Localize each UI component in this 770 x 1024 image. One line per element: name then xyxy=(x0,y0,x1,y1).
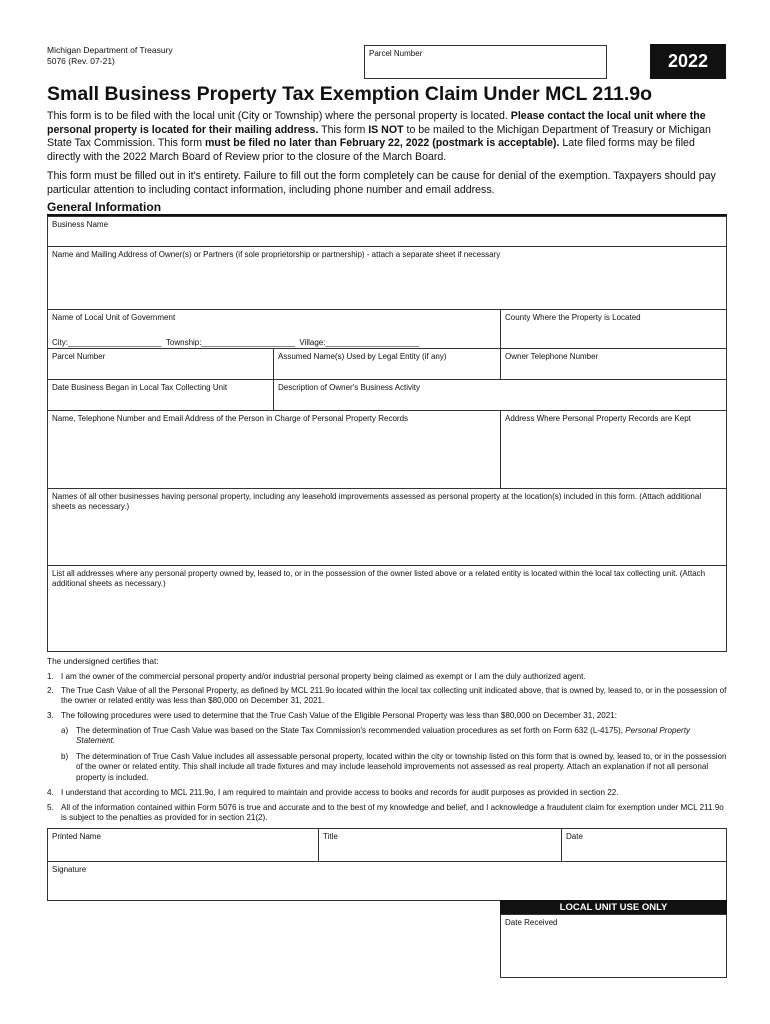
printed-name-label: Printed Name xyxy=(52,832,101,841)
city-label: City:_____________________ xyxy=(52,338,162,347)
form-title: Small Business Property Tax Exemption Claim Under MCL 211.9o xyxy=(47,83,653,105)
parcel-number-label: Parcel Number xyxy=(369,49,423,58)
printed-name-field[interactable] xyxy=(47,828,319,862)
item-number: 2. xyxy=(47,686,54,695)
county-field[interactable] xyxy=(500,309,727,349)
parcel-number-field-top[interactable] xyxy=(364,45,607,79)
certification-item: The following procedures were used to determine that the True Cash Value of the Eligible Personal Property was less than $80,000 on December 31, 2021: xyxy=(61,711,617,720)
sub-item-label: a) xyxy=(61,726,69,735)
business-name-field[interactable] xyxy=(47,216,727,247)
owner-address-field[interactable] xyxy=(47,246,727,310)
date-field[interactable] xyxy=(561,828,727,862)
records-person-label: Name, Telephone Number and Email Address of the Person in Charge of Personal Property Records xyxy=(52,414,409,423)
form-revision: 5076 (Rev. 07-21) xyxy=(47,56,115,66)
certification-item: The True Cash Value of all the Personal Property, as defined by MCL 211.9o located within the local tax collecting unit indicated above, that is owned by, leased to, or in the possession of the owner or related entity was less than $80,000 on December 31, 2021. xyxy=(61,686,727,706)
title-field[interactable] xyxy=(318,828,562,862)
local-unit-field[interactable] xyxy=(47,309,501,349)
village-label: Village:_____________________ xyxy=(299,338,419,347)
item-number: 3. xyxy=(47,711,54,720)
item-number: 4. xyxy=(47,788,54,797)
local-unit-heading: LOCAL UNIT USE ONLY xyxy=(500,900,727,915)
date-received-field[interactable] xyxy=(500,914,727,978)
title-label: Title xyxy=(323,832,338,841)
certification-sub-item-b: The determination of True Cash Value includes all assessable personal property, located within the city or township listed on this form that is owned by, leased to, or in the possession of the owner or related entity. This shall include all trade fixtures and may include leasehold improvements not assessed as real property. Attach an explanation if not all personal property is included. xyxy=(76,752,727,782)
signature-label: Signature xyxy=(52,865,87,874)
all-addresses-field[interactable] xyxy=(47,565,727,652)
date-began-field[interactable] xyxy=(47,379,274,411)
department-info xyxy=(47,45,173,67)
records-person-field[interactable] xyxy=(47,410,501,489)
date-began-label: Date Business Began in Local Tax Collecting Unit xyxy=(52,383,228,392)
certification-sub-item-a: The determination of True Cash Value was based on the State Tax Commission's recommended valuation procedures as set forth on Form 632 (L-4175), Personal Property Statement. xyxy=(76,726,691,746)
business-activity-label: Description of Owner's Business Activity xyxy=(278,383,421,392)
other-businesses-field[interactable] xyxy=(47,488,727,566)
certification-intro: The undersigned certifies that: xyxy=(47,656,159,666)
owner-phone-label: Owner Telephone Number xyxy=(505,352,599,361)
county-label: County Where the Property is Located xyxy=(505,313,641,322)
business-activity-field[interactable] xyxy=(273,379,727,411)
parcel-number-label: Parcel Number xyxy=(52,352,106,361)
certification-item: I am the owner of the commercial personal property and/or industrial personal property being claimed as exempt or I am the duly authorized agent. xyxy=(61,672,586,681)
intro-paragraph-1: This form is to be filed with the local unit (City or Township) where the personal property is located. Please contact the local unit where the personal property is located for their mailing address. This form IS NOT to be mailed to the Michigan Department of Treasury or Michigan State Tax Commission. This form must be filed no later than February 22, 2022 (postmark is acceptable). Late filed forms may be filed directly with the 2022 March Board of Review prior to the closure of the March Board. xyxy=(47,110,711,163)
assumed-names-label: Assumed Name(s) Used by Legal Entity (if any) xyxy=(278,352,447,361)
certification-item: I understand that according to MCL 211.9o, I am required to maintain and provide access to books and records for audit purposes as provided in section 22. xyxy=(61,788,619,797)
item-number: 5. xyxy=(47,803,54,812)
certification-item: All of the information contained within Form 5076 is true and accurate and to the best of my knowledge and belief, and I acknowledge a fraudulent claim for exemption under MCL 211.9o is subject to the penalties as provided for in section 21(2). xyxy=(61,803,724,823)
owner-phone-field[interactable] xyxy=(500,348,727,380)
owner-address-label: Name and Mailing Address of Owner(s) or Partners (if sole proprietorship or partnership) - attach a separate sheet if necessary xyxy=(52,250,501,259)
parcel-number-field[interactable] xyxy=(47,348,274,380)
date-label: Date xyxy=(566,832,583,841)
business-name-label: Business Name xyxy=(52,220,109,229)
local-unit-label: Name of Local Unit of Government xyxy=(52,313,176,322)
intro-paragraph-2: This form must be filled out in it's entirety. Failure to fill out the form completely can be cause for denial of the exemption. Taxpayers should pay particular attention to including contact information, including phone number and email address. xyxy=(47,170,716,196)
records-address-label: Address Where Personal Property Records are Kept xyxy=(505,414,691,423)
township-label: Township:_____________________ xyxy=(165,338,295,347)
item-number: 1. xyxy=(47,672,54,681)
department-name: Michigan Department of Treasury xyxy=(47,45,173,55)
assumed-names-field[interactable] xyxy=(273,348,501,380)
records-address-field[interactable] xyxy=(500,410,727,489)
sub-item-label: b) xyxy=(61,752,69,761)
date-received-label: Date Received xyxy=(505,918,558,927)
city-township-village-line xyxy=(52,338,419,348)
form-year: 2022 xyxy=(650,44,726,79)
section-title: General Information xyxy=(47,200,162,214)
all-addresses-label: List all addresses where any personal property owned by, leased to, or in the possession of the owner listed above or a related entity is located within the local tax collecting unit. (Attach additional sheets as necessary.) xyxy=(52,569,706,588)
signature-field[interactable] xyxy=(47,861,727,901)
other-businesses-label: Names of all other businesses having personal property, including any leasehold improvements assessed as personal property at the location(s) included in this form. (Attach additional sheets as necessary.) xyxy=(52,492,702,511)
